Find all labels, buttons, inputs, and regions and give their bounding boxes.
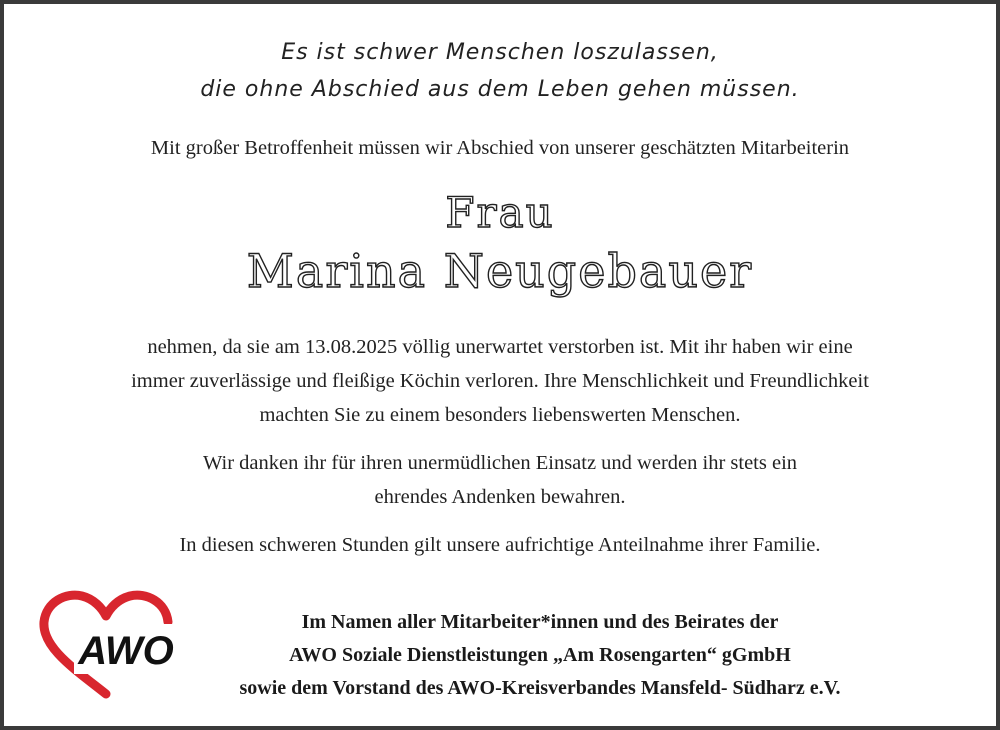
quote-line-1: Es ist schwer Menschen loszulassen, [281, 40, 719, 65]
awo-logo-text: AWO [78, 629, 174, 673]
paragraph-line: immer zuverlässige und fleißige Köchin verloren. Ihre Menschlichkeit und Freundlichkeit [131, 370, 869, 392]
memorial-quote [4, 34, 996, 108]
signature-line-3: sowie dem Vorstand des AWO-Kreisverbandes Mansfeld- Südharz e.V. [239, 677, 841, 699]
paragraph-line: nehmen, da sie am 13.08.2025 völlig unerwartet verstorben ist. Mit ihr haben wir eine [147, 336, 853, 358]
paragraph-tribute [24, 330, 976, 432]
paragraph-line: ehrendes Andenken bewahren. [374, 486, 626, 508]
deceased-name: Marina Neugebauer [246, 244, 754, 298]
paragraph-line: machten Sie zu einem besonders liebenswerten Menschen. [259, 404, 741, 426]
signature-block [144, 606, 936, 705]
intro-text: Mit großer Betroffenheit müssen wir Abschied von unserer geschätzten Mitarbeiterin [150, 137, 850, 159]
paragraph-line: Wir danken ihr für ihren unermüdlichen Einsatz und werden ihr stets ein [202, 452, 798, 474]
paragraph-thanks [24, 446, 976, 514]
paragraph-condolence: In diesen schweren Stunden gilt unsere aufrichtige Anteilnahme ihrer Familie. [179, 534, 821, 556]
salutation: Frau [445, 188, 555, 237]
signature-line-2: AWO Soziale Dienstleistungen „Am Rosengarten“ gGmbH [289, 644, 791, 666]
signature-line-1: Im Namen aller Mitarbeiter*innen und des Beirates der [301, 611, 779, 633]
quote-line-2: die ohne Abschied aus dem Leben gehen müssen. [200, 77, 800, 102]
